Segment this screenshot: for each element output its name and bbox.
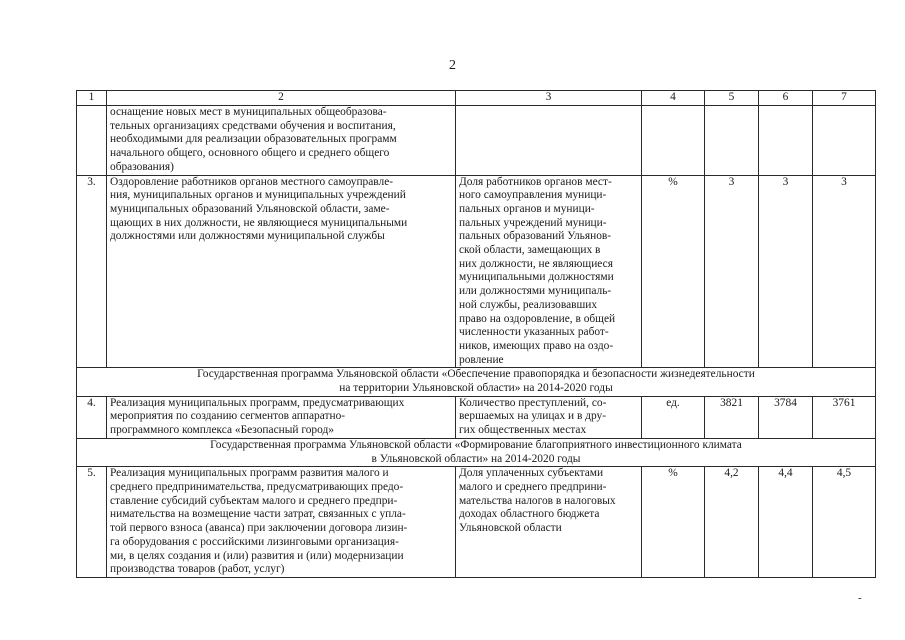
indicator-name-line: право на оздоровление, в общей (459, 312, 616, 325)
measure-name-line: необходимыми для реализации образовательных программ (110, 133, 397, 146)
measure-name (107, 396, 456, 438)
indicator-name-line: мательства налогов в налоговых (459, 494, 616, 507)
header-row (77, 91, 876, 106)
measure-name (107, 467, 456, 578)
value-col-7 (813, 106, 876, 176)
measure-name (107, 106, 456, 176)
value-col-7: 4,5 (813, 467, 876, 578)
page-number: 2 (449, 58, 456, 73)
measure-name-line: Реализация муниципальных программ, предусматривающих (110, 396, 405, 409)
section-heading (77, 438, 876, 466)
value-col-5: 4,2 (705, 467, 759, 578)
measure-name-line: программного комплекса «Безопасный город» (110, 424, 334, 437)
measure-name-line: мероприятия по созданию сегментов аппаратно- (110, 410, 346, 423)
indicators-table (76, 90, 876, 578)
value-col-6: 4,4 (759, 467, 813, 578)
header-col-4: 4 (642, 91, 705, 106)
indicator-name-line: или должностями муниципаль- (459, 285, 612, 298)
measure-name-line: той первого взноса (аванса) при заключении договора лизин- (110, 522, 408, 535)
unit (642, 106, 705, 176)
indicator-name-line: ного самоуправления муници- (459, 189, 607, 202)
measure-name-line: образования) (110, 160, 174, 173)
indicator-name-line: гих общественных местах (459, 424, 587, 437)
indicator-name-line: муниципальными должностями (459, 271, 614, 284)
indicator-name-line: них должности, не являющиеся (459, 257, 613, 270)
table-row (77, 396, 876, 438)
header-col-2: 2 (107, 91, 456, 106)
value-col-6: 3784 (759, 396, 813, 438)
measure-name-line: щающих в них должности, не являющиеся муниципальными (110, 216, 408, 229)
value-col-5: 3 (705, 175, 759, 368)
measure-name-line: ми, в целях создания и (или) развития и (или) модернизации (110, 549, 404, 562)
measure-name-line: муниципальных образований Ульяновской области, заме- (110, 202, 390, 215)
measure-name-line: среднего предпринимательства, предусматривающих предо- (110, 480, 404, 493)
section-heading-line: на территории Ульяновской области» на 2014-2020 годы (339, 382, 613, 395)
unit: % (642, 175, 705, 368)
indicator-name-line: ной службы, реализовавших (459, 298, 598, 311)
indicator-name-line: ников, имеющих право на оздо- (459, 339, 614, 352)
value-col-7: 3 (813, 175, 876, 368)
indicator-name (456, 467, 642, 578)
indicator-name-line: пальных учреждений муници- (459, 216, 607, 229)
indicator-name-line: Количество преступлений, со- (459, 396, 607, 409)
indicator-name-line: Доля работников органов мест- (459, 175, 612, 188)
measure-name-line: Реализация муниципальных программ развития малого и (110, 467, 389, 480)
measure-name-line: оснащение новых мест в муниципальных общеобразова- (110, 106, 387, 118)
section-heading-line: в Ульяновской области» на 2014-2020 годы (371, 452, 581, 465)
indicator-name (456, 396, 642, 438)
measure-name-line: ния, муниципальных органов и муниципальных учреждений (110, 189, 406, 202)
indicator-name (456, 175, 642, 368)
value-col-6 (759, 106, 813, 176)
section-heading (77, 368, 876, 396)
indicator-name-line: ровление (459, 353, 504, 366)
section-heading-line: Государственная программа Ульяновской области «Формирование благоприятного инвестиционного климата (210, 438, 742, 451)
indicator-name (456, 106, 642, 176)
measure-name-line: тельных организациях средствами обучения и воспитания, (110, 119, 396, 132)
value-col-5 (705, 106, 759, 176)
table-row (77, 106, 876, 176)
measure-name-line: должностями или должностями муниципальной службы (110, 230, 385, 243)
section-heading-line: Государственная программа Ульяновской области «Обеспечение правопорядка и безопасности жизнедеятельности (197, 368, 755, 381)
row-number: 3. (77, 175, 107, 368)
section-heading-row (77, 368, 876, 396)
measure-name-line: га оборудования с российскими лизинговыми организация- (110, 535, 399, 548)
indicator-name-line: Ульяновской области (459, 522, 562, 535)
measure-name-line: Оздоровление работников органов местного самоуправле- (110, 175, 394, 188)
indicator-name-line: Доля уплаченных субъектами (459, 467, 604, 480)
corner-mark: - (858, 592, 862, 604)
measure-name-line: начального общего, основного общего и среднего общего (110, 147, 390, 160)
header-col-5: 5 (705, 91, 759, 106)
header-col-1: 1 (77, 91, 107, 106)
row-number: 5. (77, 467, 107, 578)
table-row (77, 175, 876, 368)
header-col-7: 7 (813, 91, 876, 106)
measure-name-line: нимательства на возмещение части затрат, связанных с упла- (110, 508, 406, 521)
value-col-7: 3761 (813, 396, 876, 438)
indicator-name-line: доходах областного бюджета (459, 508, 600, 521)
header-col-3: 3 (456, 91, 642, 106)
value-col-5: 3821 (705, 396, 759, 438)
indicator-name-line: малого и среднего предприни- (459, 480, 607, 493)
measure-name-line: производства товаров (работ, услуг) (110, 563, 285, 576)
unit: % (642, 467, 705, 578)
value-col-6: 3 (759, 175, 813, 368)
indicator-name-line: пальных образований Ульянов- (459, 230, 612, 243)
row-number (77, 106, 107, 176)
table-row (77, 467, 876, 578)
indicator-name-line: пальных органов и муници- (459, 202, 595, 215)
indicator-name-line: численности указанных работ- (459, 326, 609, 339)
header-col-6: 6 (759, 91, 813, 106)
unit: ед. (642, 396, 705, 438)
row-number: 4. (77, 396, 107, 438)
measure-name-line: ставление субсидий субъектам малого и среднего предпри- (110, 494, 398, 507)
measure-name (107, 175, 456, 368)
indicator-name-line: вершаемых на улицах и в дру- (459, 410, 607, 423)
section-heading-row (77, 438, 876, 466)
indicator-name-line: ской области, замещающих в (459, 244, 601, 257)
